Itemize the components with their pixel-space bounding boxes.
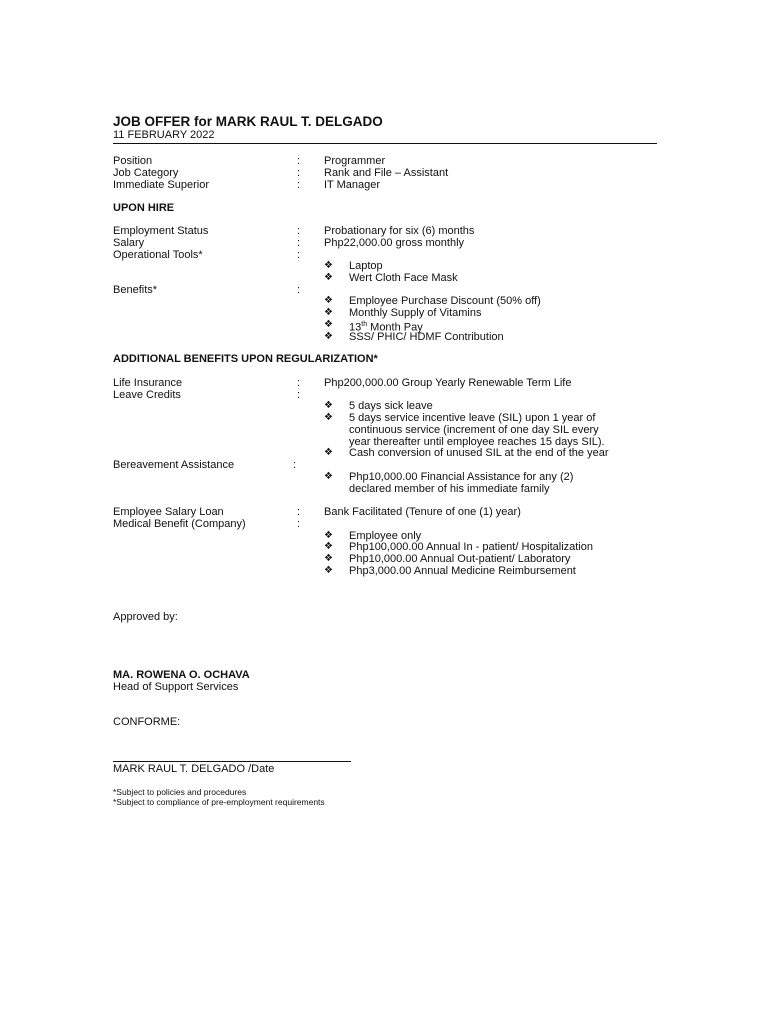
immediate-superior-label: Immediate Superior xyxy=(113,179,209,191)
thirteenth-number: 13 xyxy=(349,321,362,334)
document-title: JOB OFFER for MARK RAUL T. DELGADO xyxy=(113,114,383,129)
footnote: *Subject to compliance of pre-employment requirements xyxy=(113,797,325,807)
employment-status-value: Probationary for six (6) months xyxy=(324,225,475,237)
leave-credit-item: Cash conversion of unused SIL at the end of the year xyxy=(349,447,609,459)
salary-loan-label: Employee Salary Loan xyxy=(113,506,224,518)
position-label: Position xyxy=(113,155,153,167)
leave-credit-item-line: 5 days service incentive leave (SIL) upon 1 year of xyxy=(349,412,596,424)
diamond-bullet-icon: ❖ xyxy=(324,471,333,482)
bereavement-item-line: declared member of his immediate family xyxy=(349,483,550,495)
benefit-item: Employee Purchase Discount (50% off) xyxy=(349,295,541,307)
diamond-bullet-icon: ❖ xyxy=(324,331,333,342)
colon: : xyxy=(297,518,301,530)
operational-tool-item: Laptop xyxy=(349,260,383,272)
leave-credit-item: 5 days sick leave xyxy=(349,400,433,412)
colon: : xyxy=(297,237,301,249)
benefit-item: SSS/ PHIC/ HDMF Contribution xyxy=(349,331,504,343)
salary-label: Salary xyxy=(113,237,145,249)
leave-credits-label: Leave Credits xyxy=(113,389,181,401)
diamond-bullet-icon: ❖ xyxy=(324,260,333,271)
colon: : xyxy=(297,284,301,296)
life-insurance-label: Life Insurance xyxy=(113,377,183,389)
colon: : xyxy=(297,249,301,261)
approver-name: MA. ROWENA O. OCHAVA xyxy=(113,669,250,681)
medical-benefit-label: Medical Benefit (Company) xyxy=(113,518,246,530)
operational-tool-item: Wert Cloth Face Mask xyxy=(349,272,458,284)
colon: : xyxy=(297,389,301,401)
medical-item: Php3,000.00 Annual Medicine Reimbursement xyxy=(349,565,576,577)
salary-value: Php22,000.00 gross monthly xyxy=(324,237,465,249)
medical-item: Php10,000.00 Annual Out-patient/ Laboratory xyxy=(349,553,571,565)
diamond-bullet-icon: ❖ xyxy=(324,541,333,552)
position-value: Programmer xyxy=(324,155,386,167)
thirteenth-suffix: th xyxy=(361,321,368,328)
medical-item: Employee only xyxy=(349,530,422,542)
footnote: *Subject to policies and procedures xyxy=(113,787,247,797)
job-category-value: Rank and File – Assistant xyxy=(324,167,449,179)
document-date: 11 FEBRUARY 2022 xyxy=(113,129,215,141)
salary-loan-value: Bank Facilitated (Tenure of one (1) year) xyxy=(324,506,521,518)
operational-tools-label: Operational Tools* xyxy=(113,249,203,261)
benefits-label: Benefits* xyxy=(113,284,158,296)
diamond-bullet-icon: ❖ xyxy=(324,400,333,411)
diamond-bullet-icon: ❖ xyxy=(324,553,333,564)
signature-line xyxy=(113,761,351,762)
leave-credit-item-line: year thereafter until employee reaches 15 days SIL). xyxy=(349,436,605,448)
upon-hire-heading: UPON HIRE xyxy=(113,202,175,214)
colon: : xyxy=(297,225,301,237)
employment-status-label: Employment Status xyxy=(113,225,209,237)
approved-by-label: Approved by: xyxy=(113,611,178,623)
immediate-superior-value: IT Manager xyxy=(324,179,381,191)
leave-credit-item-line: continuous service (increment of one day SIL every xyxy=(349,424,599,436)
bereavement-item-line: Php10,000.00 Financial Assistance for any (2) xyxy=(349,471,574,483)
thirteenth-text: Month Pay xyxy=(367,321,423,334)
diamond-bullet-icon: ❖ xyxy=(324,565,333,576)
diamond-bullet-icon: ❖ xyxy=(324,319,333,330)
diamond-bullet-icon: ❖ xyxy=(324,530,333,541)
colon: : xyxy=(297,155,301,167)
bereavement-label: Bereavement Assistance xyxy=(113,459,235,471)
regularization-heading: ADDITIONAL BENEFITS UPON REGULARIZATION* xyxy=(113,353,378,365)
diamond-bullet-icon: ❖ xyxy=(324,295,333,306)
benefit-item: Monthly Supply of Vitamins xyxy=(349,307,482,319)
life-insurance-value: Php200,000.00 Group Yearly Renewable Term Life xyxy=(324,377,572,389)
diamond-bullet-icon: ❖ xyxy=(324,307,333,318)
colon: : xyxy=(297,377,301,389)
medical-item: Php100,000.00 Annual In - patient/ Hospitalization xyxy=(349,541,594,553)
colon: : xyxy=(293,459,297,471)
diamond-bullet-icon: ❖ xyxy=(324,412,333,423)
header-divider xyxy=(113,143,657,144)
conforme-label: CONFORME: xyxy=(113,716,181,728)
colon: : xyxy=(297,179,301,191)
diamond-bullet-icon: ❖ xyxy=(324,447,333,458)
diamond-bullet-icon: ❖ xyxy=(324,272,333,283)
colon: : xyxy=(297,167,301,179)
colon: : xyxy=(297,506,301,518)
signatory-name: MARK RAUL T. DELGADO /Date xyxy=(113,763,275,775)
job-category-label: Job Category xyxy=(113,167,179,179)
approver-title: Head of Support Services xyxy=(113,681,239,693)
